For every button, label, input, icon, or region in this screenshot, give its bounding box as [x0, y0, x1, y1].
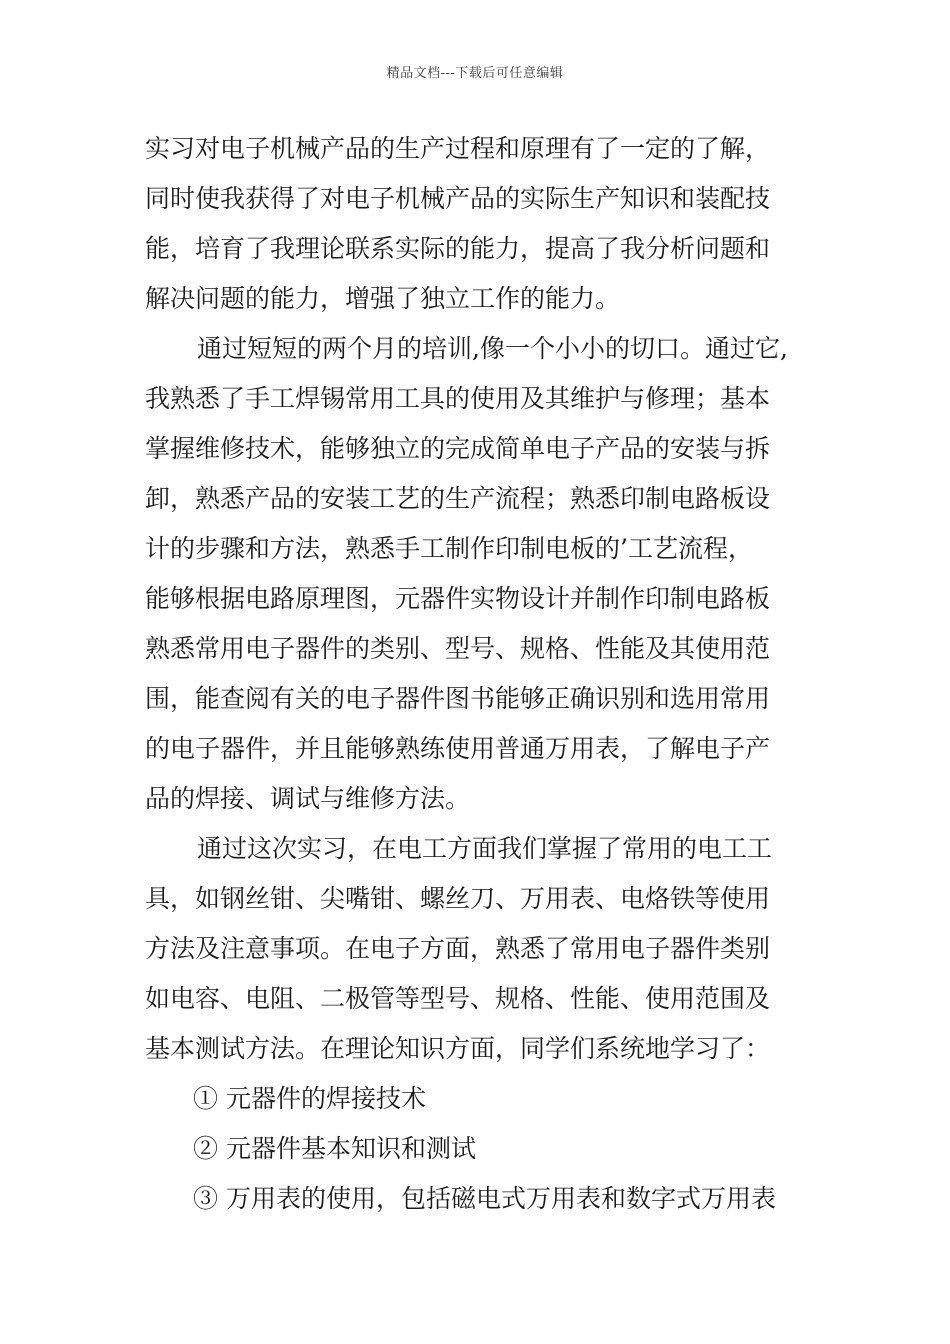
text-line: 解决问题的能力，增强了独立工作的能力。 [145, 284, 621, 313]
list-item: ③ 万用表的使用，包括磁电式万用表和数字式万用表 [193, 1184, 776, 1213]
text-line: 能够根据电路原理图，元器件实物设计并制作印制电路板 [145, 584, 771, 613]
text-line: 掌握维修技术，能够独立的完成简单电子产品的安装与拆 [145, 434, 771, 463]
text-line: 围，能查阅有关的电子器件图书能够正确识别和选用常用 [145, 684, 771, 713]
text-line: 通过这次实习，在电工方面我们掌握了常用的电工工 [197, 834, 773, 863]
text-line: 计的步骤和方法，熟悉手工制作印制电板的’工艺流程， [145, 534, 753, 563]
text-line: 具，如钢丝钳、尖嘴钳、螺丝刀、万用表、电烙铁等使用 [145, 884, 771, 913]
list-item: ① 元器件的焊接技术 [193, 1084, 426, 1113]
text-line: 实习对电子机械产品的生产过程和原理有了一定的了解， [145, 134, 771, 163]
text-line: 我熟悉了手工焊锡常用工具的使用及其维护与修理；基本 [145, 384, 771, 413]
text-line: 基本测试方法。在理论知识方面，同学们系统地学习了： [145, 1034, 771, 1063]
text-line: 同时使我获得了对电子机械产品的实际生产知识和装配技 [145, 184, 771, 213]
text-line: 如电容、电阻、二极管等型号、规格、性能、使用范围及 [145, 984, 771, 1013]
text-line: 熟悉常用电子器件的类别、型号、规格、性能及其使用范 [145, 634, 771, 663]
text-line: 能，培育了我理论联系实际的能力，提高了我分析问题和 [145, 234, 771, 263]
text-line: 的电子器件，并且能够熟练使用普通万用表，了解电子产 [145, 734, 771, 763]
page-header: 精品文档---下载后可任意编辑 [386, 66, 564, 81]
text-line: 卸，熟悉产品的安装工艺的生产流程；熟悉印制电路板设 [145, 484, 771, 513]
text-line: 通过短短的两个月的培训,像一个小小的切口。通过它, [197, 334, 788, 363]
text-line: 方法及注意事项。在电子方面，熟悉了常用电子器件类别 [145, 934, 771, 963]
text-line: 品的焊接、调试与维修方法。 [145, 784, 471, 813]
list-item: ② 元器件基本知识和测试 [193, 1134, 476, 1163]
